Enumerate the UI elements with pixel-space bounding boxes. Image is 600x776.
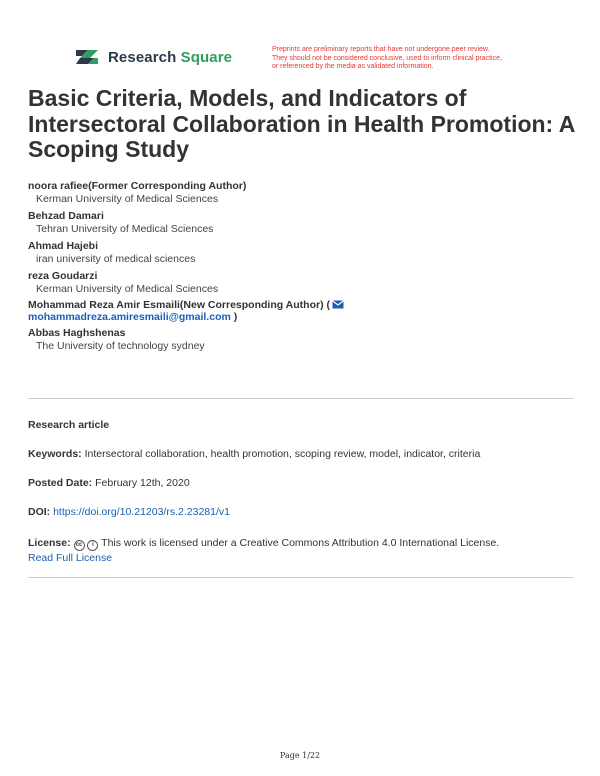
- divider: [28, 398, 574, 399]
- author-name: noora rafiee(Former Corresponding Author): [28, 180, 247, 192]
- preprint-notice: [272, 46, 572, 72]
- brand-name: [108, 49, 232, 66]
- author-affiliation: Kerman University of Medical Sciences: [36, 283, 219, 295]
- author-affiliation: iran university of medical sciences: [36, 253, 196, 265]
- author-entry: [28, 270, 588, 296]
- author-affiliation: The University of technology sydney: [36, 340, 205, 352]
- email-open-paren: (: [323, 299, 331, 311]
- brand-logo[interactable]: [74, 46, 232, 68]
- doi-line: [28, 505, 578, 520]
- keywords-value: Intersectoral collaboration, health promotion, scoping review, model, indicator, criteria: [81, 448, 481, 460]
- envelope-icon[interactable]: [332, 300, 344, 309]
- license-line: [28, 536, 578, 551]
- doi-link[interactable]: https://doi.org/10.21203/rs.2.23281/v1: [53, 506, 230, 518]
- doi-label: DOI:: [28, 506, 51, 518]
- article-type: [28, 418, 578, 433]
- posted-date-line: [28, 476, 578, 491]
- email-close-paren: ): [230, 310, 238, 323]
- author-entry: [28, 180, 588, 206]
- license-label: License:: [28, 537, 71, 549]
- page-number: Page 1/22: [279, 751, 321, 760]
- author-name: Behzad Damari: [28, 210, 104, 222]
- author-affiliation: Tehran University of Medical Sciences: [36, 223, 214, 235]
- author-email-line: [28, 312, 588, 324]
- author-entry: [28, 300, 588, 323]
- author-email-link[interactable]: mohammadreza.amiresmaili@gmail.com: [28, 310, 231, 323]
- posted-date-label: Posted Date:: [28, 477, 93, 489]
- notice-line: or referenced by the media as validated information.: [272, 63, 434, 70]
- article-type-label: Research article: [28, 419, 110, 431]
- read-full-license-link[interactable]: Read Full License: [28, 552, 113, 564]
- brand-name-part1: Research: [108, 48, 177, 66]
- author-name: Ahmad Hajebi: [28, 240, 99, 252]
- cc-icon: cc: [74, 540, 85, 551]
- notice-line: They should not be considered conclusive, used to inform clinical practice,: [272, 54, 502, 62]
- research-square-logo-icon: [74, 46, 100, 68]
- author-entry: [28, 327, 588, 353]
- brand-name-part2: Square: [180, 48, 233, 66]
- author-entry: [28, 210, 588, 236]
- notice-line: Preprints are preliminary reports that have not undergone peer review.: [272, 46, 490, 53]
- author-entry: [28, 240, 588, 266]
- paper-title: Basic Criteria, Models, and Indicators of Intersectoral Collaboration in Health Promotion: A Scoping Study: [28, 85, 575, 162]
- author-name: Abbas Haghshenas: [28, 327, 126, 339]
- keywords-line: [28, 447, 578, 462]
- license-text: This work is licensed under a Creative Commons Attribution 4.0 International License.: [98, 537, 500, 549]
- by-attribution-icon: i: [87, 540, 98, 551]
- author-name: Mohammad Reza Amir Esmaili(New Corresponding Author): [28, 299, 324, 311]
- license-block: [28, 536, 578, 566]
- author-name: reza Goudarzi: [28, 270, 98, 282]
- author-list: [28, 180, 588, 357]
- keywords-label: Keywords:: [28, 448, 82, 460]
- posted-date-value: February 12th, 2020: [92, 477, 190, 489]
- author-affiliation: Kerman University of Medical Sciences: [36, 193, 219, 205]
- divider: [28, 577, 574, 578]
